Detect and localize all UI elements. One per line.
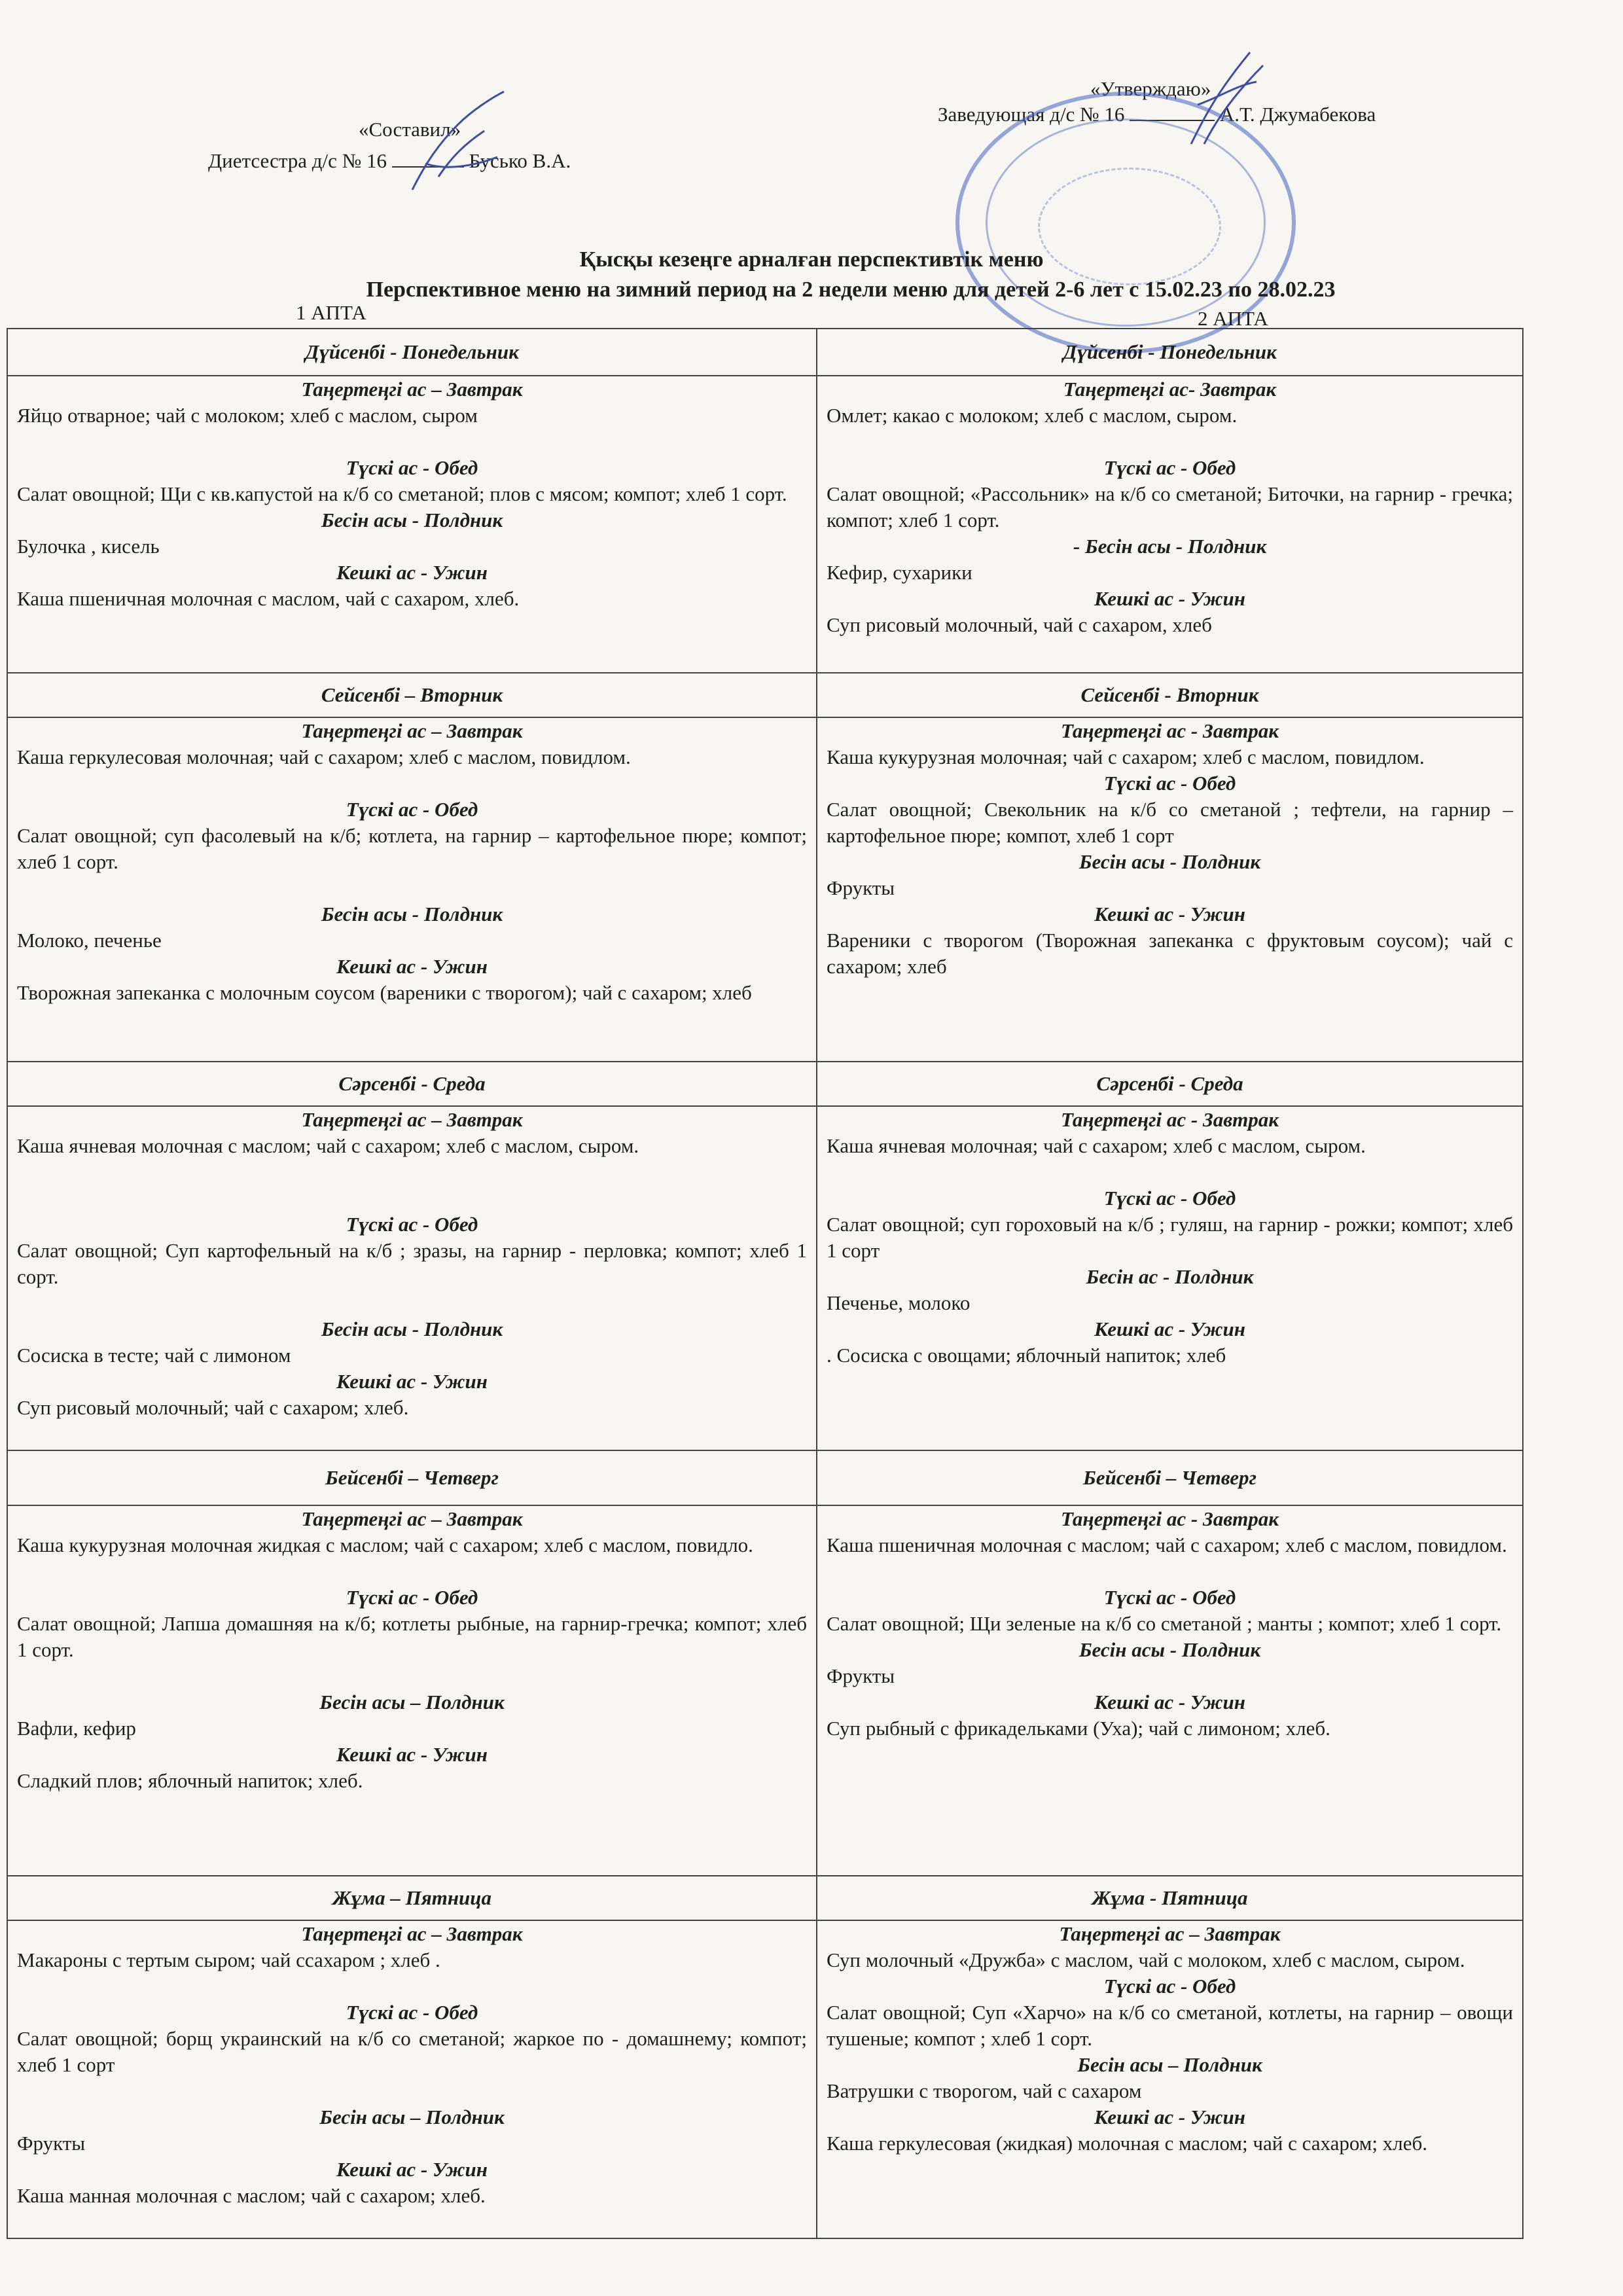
day-menu-cell	[7, 1106, 817, 1450]
compiled-name: Бусько В.А.	[469, 149, 571, 172]
day-menu-row	[7, 1505, 1523, 1876]
meal-label: Кешкі ас - Ужин	[336, 1370, 488, 1393]
meal-label: Таңертеңгі ас - Завтрак	[1061, 1108, 1279, 1131]
day-menu-row	[7, 376, 1523, 673]
day-menu-row	[7, 1106, 1523, 1450]
day-menu-cell	[7, 717, 817, 1062]
meal-label: Кешкі ас - Ужин	[1094, 2106, 1245, 2128]
meal-label: Түскі ас - Обед	[1103, 1975, 1236, 1998]
meal-dishes: Каша геркулесовая (жидкая) молочная с маслом; чай с сахаром; хлеб.	[827, 2132, 1427, 2155]
meal-dishes: Салат овощной; Свекольник на к/б со сметаной ; тефтели, на гарнир – картофельное пюре; компот, хлеб 1 сорт	[827, 798, 1513, 847]
meal-dishes: Салат овощной; Суп картофельный на к/б ; зразы, на гарнир - перловка; компот; хлеб 1 сорт.	[17, 1239, 807, 1288]
meal-label: Түскі ас - Обед	[1103, 456, 1236, 479]
meal-label: Кешкі ас - Ужин	[1094, 1318, 1245, 1340]
meal-label: Кешкі ас - Ужин	[336, 955, 488, 978]
meal-dishes: Салат овощной; Щи зеленые на к/б со сметаной ; манты ; компот; хлеб 1 сорт.	[827, 1612, 1502, 1635]
day-header: Сейсенбі – Вторник	[7, 673, 817, 717]
meal-dishes: Фрукты	[17, 2132, 86, 2155]
day-header: Жұма - Пятница	[817, 1876, 1523, 1920]
meal-dishes: Каша геркулесовая молочная; чай с сахаром; хлеб с маслом, повидлом.	[17, 745, 631, 768]
meal-label: Таңертеңгі ас – Завтрак	[301, 1507, 523, 1530]
meal-label: Түскі ас - Обед	[1103, 1187, 1236, 1210]
day-menu-row	[7, 717, 1523, 1062]
meal-dishes: Салат овощной; суп гороховый на к/б ; гуляш, на гарнир - рожки; компот; хлеб 1 сорт	[827, 1213, 1513, 1262]
meal-dishes: Макароны с тертым сыром; чай ссахаром ; хлеб .	[17, 1948, 440, 1971]
meal-dishes: Салат овощной; суп фасолевый на к/б; котлета, на гарнир – картофельное пюре; компот; хлеб 1 сорт.	[17, 824, 807, 873]
day-menu-row	[7, 1920, 1523, 2238]
meal-dishes: Салат овощной; Суп «Харчо» на к/б со сметаной, котлеты, на гарнир – овощи тушеные; компот ; хлеб 1 сорт.	[827, 2001, 1513, 2050]
meal-label: Түскі ас - Обед	[1103, 772, 1236, 795]
meal-dishes: Суп рисовый молочный; чай с сахаром; хлеб.	[17, 1396, 409, 1419]
meal-dishes: Творожная запеканка с молочным соусом (вареники с творогом); чай с сахаром; хлеб	[17, 981, 752, 1004]
day-menu-cell	[7, 1920, 817, 2238]
day-header: Сейсенбі - Вторник	[817, 673, 1523, 717]
meal-dishes: Вафли, кефир	[17, 1717, 136, 1740]
day-header: Жұма – Пятница	[7, 1876, 817, 1920]
meal-label: Таңертеңгі ас – Завтрак	[301, 378, 523, 401]
meal-dishes: . Сосиска с овощами; яблочный напиток; хлеб	[827, 1344, 1226, 1367]
meal-dishes: Каша манная молочная с маслом; чай с сахаром; хлеб.	[17, 2184, 486, 2207]
meal-dishes: Суп рыбный с фрикадельками (Уха); чай с лимоном; хлеб.	[827, 1717, 1330, 1740]
meal-dishes: Салат овощной; Лапша домашняя на к/б; котлеты рыбные, на гарнир-гречка; компот; хлеб 1 сорт.	[17, 1612, 807, 1661]
meal-label: Кешкі ас - Ужин	[336, 2158, 488, 2181]
meal-dishes: Каша кукурузная молочная; чай с сахаром; хлеб с маслом, повидлом.	[827, 745, 1425, 768]
meal-dishes: Кефир, сухарики	[827, 561, 972, 584]
meal-dishes: Фрукты	[827, 1664, 895, 1687]
meal-dishes: Печенье, молоко	[827, 1291, 971, 1314]
day-header-row	[7, 1062, 1523, 1106]
day-menu-cell	[817, 1106, 1523, 1450]
meal-label: Түскі ас - Обед	[1103, 1586, 1236, 1609]
meal-dishes: Омлет; какао с молоком; хлеб с маслом, сыром.	[827, 404, 1238, 427]
meal-dishes: Салат овощной; Щи с кв.капустой на к/б со сметаной; плов с мясом; компот; хлеб 1 сорт.	[17, 482, 787, 505]
meal-dishes: Вареники с творогом (Творожная запеканка с фруктовым соусом); чай с сахаром; хлеб	[827, 929, 1513, 978]
meal-label: Бесін асы – Полдник	[319, 1691, 505, 1713]
meal-label: Бесін асы - Полдник	[1079, 850, 1261, 873]
meal-label: Кешкі ас - Ужин	[1094, 587, 1245, 610]
day-header: Дүйсенбі - Понедельник	[7, 329, 817, 376]
meal-dishes: Каша ячневая молочная; чай с сахаром; хлеб с маслом, сыром.	[827, 1134, 1366, 1157]
meal-label: Таңертеңгі ас - Завтрак	[1061, 1507, 1279, 1530]
meal-label: Кешкі ас - Ужин	[1094, 903, 1245, 925]
meal-label: Таңертеңгі ас – Завтрак	[301, 1108, 523, 1131]
meal-dishes: Салат овощной; «Рассольник» на к/б со сметаной; Биточки, на гарнир - гречка; компот; хлеб 1 сорт.	[827, 482, 1513, 531]
approved-quote: «Утверждаю»	[1090, 77, 1211, 100]
meal-label: Таңертеңгі ас- Завтрак	[1063, 378, 1277, 401]
meal-label: Бесін асы - Полдник	[1079, 1638, 1261, 1661]
day-header: Сәрсенбі - Среда	[817, 1062, 1523, 1106]
approved-position: Заведующая д/с № 16	[938, 103, 1125, 126]
meal-label: Кешкі ас - Ужин	[336, 1743, 488, 1766]
day-menu-cell	[7, 1505, 817, 1876]
compiled-quote: «Составил»	[359, 118, 461, 141]
meal-label: Түскі ас - Обед	[346, 798, 478, 821]
day-header-row	[7, 1876, 1523, 1920]
day-menu-cell	[817, 376, 1523, 673]
day-menu-cell	[817, 1920, 1523, 2238]
title-russian: Перспективное меню на зимний период на 2 недели меню для детей 2-6 лет с 15.02.23 по 28.02.23	[366, 278, 1336, 302]
meal-label: Бесін асы – Полдник	[319, 2106, 505, 2128]
meal-dishes: Ватрушки с творогом, чай с сахаром	[827, 2079, 1142, 2102]
day-header: Бейсенбі – Четверг	[7, 1450, 817, 1505]
week-1-label: 1 АПТА	[296, 301, 366, 324]
day-header-row	[7, 329, 1523, 376]
meal-label: Таңертеңгі ас - Завтрак	[1061, 719, 1279, 742]
compiled-position: Диетсестра д/с № 16	[208, 149, 387, 172]
menu-table	[7, 328, 1524, 2239]
meal-dishes: Каша ячневая молочная с маслом; чай с сахаром; хлеб с маслом, сыром.	[17, 1134, 639, 1157]
meal-label: Кешкі ас - Ужин	[1094, 1691, 1245, 1713]
meal-label: Түскі ас - Обед	[346, 1586, 478, 1609]
meal-label: - Бесін асы - Полдник	[1073, 535, 1267, 558]
meal-dishes: Сладкий плов; яблочный напиток; хлеб.	[17, 1769, 363, 1792]
meal-dishes: Яйцо отварное; чай с молоком; хлеб с маслом, сыром	[17, 404, 478, 427]
meal-label: Кешкі ас - Ужин	[336, 561, 488, 584]
meal-label: Таңертеңгі ас – Завтрак	[301, 719, 523, 742]
day-menu-cell	[817, 1505, 1523, 1876]
week-2-label: 2 АПТА	[1198, 307, 1268, 330]
day-menu-cell	[817, 717, 1523, 1062]
meal-dishes: Булочка , кисель	[17, 535, 160, 558]
day-header: Дүйсенбі - Понедельник	[817, 329, 1523, 376]
meal-dishes: Фрукты	[827, 876, 895, 899]
day-header-row	[7, 1450, 1523, 1505]
meal-label: Бесін ас - Полдник	[1086, 1265, 1254, 1288]
meal-dishes: Суп рисовый молочный, чай с сахаром, хлеб	[827, 613, 1212, 636]
meal-dishes: Сосиска в тесте; чай с лимоном	[17, 1344, 291, 1367]
meal-dishes: Каша пшеничная молочная с маслом; чай с сахаром; хлеб с маслом, повидлом.	[827, 1534, 1507, 1556]
approved-signature	[1178, 46, 1270, 151]
approved-name: А.Т. Джумабекова	[1219, 103, 1376, 126]
meal-label: Түскі ас - Обед	[346, 2001, 478, 2024]
day-header: Сәрсенбі - Среда	[7, 1062, 817, 1106]
meal-label: Таңертеңгі ас – Завтрак	[301, 1922, 523, 1945]
day-header-row	[7, 673, 1523, 717]
meal-label: Түскі ас - Обед	[346, 1213, 478, 1236]
compiled-signature	[399, 85, 517, 196]
meal-dishes: Каша кукурузная молочная жидкая с маслом; чай с сахаром; хлеб с маслом, повидло.	[17, 1534, 753, 1556]
meal-label: Бесін асы - Полдник	[321, 903, 503, 925]
meal-label: Бесін асы – Полдник	[1077, 2053, 1262, 2076]
meal-label: Түскі ас - Обед	[346, 456, 478, 479]
title-kazakh: Қысқы кезеңге арналған перспективтік меню	[579, 247, 1044, 272]
meal-dishes: Суп молочный «Дружба» с маслом, чай с молоком, хлеб с маслом, сыром.	[827, 1948, 1465, 1971]
meal-dishes: Молоко, печенье	[17, 929, 162, 952]
meal-dishes: Каша пшеничная молочная с маслом, чай с сахаром, хлеб.	[17, 587, 520, 610]
meal-label: Бесін асы - Полдник	[321, 509, 503, 531]
meal-label: Таңертеңгі ас – Завтрак	[1059, 1922, 1281, 1945]
meal-dishes: Салат овощной; борщ украинский на к/б со сметаной; жаркое по - домашнему; компот; хлеб 1 сорт	[17, 2027, 807, 2076]
day-menu-cell	[7, 376, 817, 673]
meal-label: Бесін асы - Полдник	[321, 1318, 503, 1340]
day-header: Бейсенбі – Четверг	[817, 1450, 1523, 1505]
